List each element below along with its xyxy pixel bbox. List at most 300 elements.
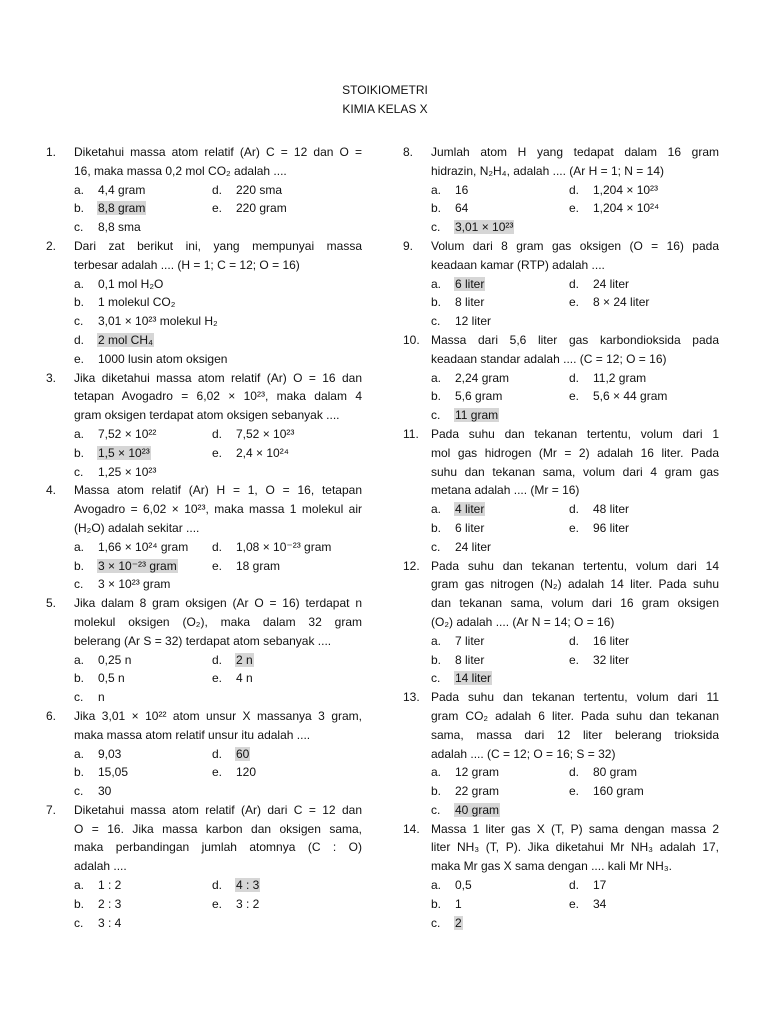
- question-line: [403, 143, 723, 162]
- option-letter: b.: [74, 896, 85, 911]
- answer-option-e: [569, 895, 607, 914]
- option-row: [46, 444, 366, 463]
- question-text: maka Mr gas X sama dengan .... kali Mr NH₃.: [431, 859, 672, 874]
- option-text: 1: [455, 896, 462, 911]
- answer-option-e: [212, 669, 254, 688]
- answer-option-e: [569, 519, 630, 538]
- option-letter: d.: [212, 652, 223, 667]
- answer-option-d: [74, 331, 154, 350]
- option-row: [403, 406, 723, 425]
- option-row: [403, 218, 723, 237]
- answer-option-d: [212, 425, 295, 444]
- highlighted-answer: 14 liter: [455, 671, 492, 686]
- option-row: [403, 801, 723, 820]
- option-text: 12 liter: [455, 314, 492, 329]
- option-letter: c.: [74, 464, 84, 479]
- option-letter: d.: [569, 276, 580, 291]
- question: [403, 688, 723, 820]
- option-text: 3 × 10²³ gram: [98, 577, 171, 592]
- answer-option-d: [212, 876, 260, 895]
- option-row: [403, 876, 723, 895]
- highlighted-answer: 40 gram: [455, 802, 500, 817]
- answer-option-a: [74, 275, 164, 294]
- option-letter: c.: [74, 784, 84, 799]
- answer-option-c: [74, 312, 219, 331]
- question-text: keadaan standar adalah .... (C = 12; O = 16): [431, 351, 667, 366]
- question-line: [403, 331, 723, 350]
- option-row: [46, 312, 366, 331]
- option-letter: b.: [431, 652, 442, 667]
- question-line: [403, 594, 723, 613]
- answer-option-e: [569, 651, 630, 670]
- option-letter: d.: [212, 878, 223, 893]
- option-letter: a.: [431, 633, 442, 648]
- answer-option-c: [431, 406, 499, 425]
- question-text: Pada suhu dan tekanan tertentu, volum dari 1: [431, 426, 719, 441]
- highlighted-answer: 60: [236, 746, 250, 761]
- option-text: 7 liter: [455, 633, 485, 648]
- question-text: sama, massa dari 12 liter belerang trioksida: [431, 727, 719, 742]
- question-text: Jumlah atom H yang tedapat dalam 16 gram: [431, 145, 719, 159]
- option-text: 0,5: [455, 878, 472, 893]
- highlighted-answer: 6 liter: [455, 276, 485, 291]
- question-text: maka perbandingan jumlah atomnya (C : O): [74, 840, 362, 855]
- option-letter: e.: [212, 201, 223, 216]
- option-row: [403, 763, 723, 782]
- option-row: [46, 669, 366, 688]
- question-text: O = 16. Jika massa karbon dan oksigen sama,: [74, 821, 362, 836]
- answer-option-e: [212, 199, 288, 218]
- question-text: keadaan kamar (RTP) adalah ....: [431, 257, 605, 272]
- option-text: 15,05: [98, 765, 129, 780]
- option-letter: b.: [74, 558, 85, 573]
- highlighted-answer: 2 mol CH₄: [98, 332, 153, 347]
- question-line: [403, 162, 723, 181]
- question: [46, 237, 366, 369]
- option-letter: d.: [569, 878, 580, 893]
- option-row: [403, 275, 723, 294]
- option-letter: d.: [212, 746, 223, 761]
- question-number: 3.: [46, 370, 57, 385]
- option-letter: e.: [74, 351, 85, 366]
- option-text: 1,204 × 10²³: [593, 182, 659, 197]
- option-text: 220 sma: [236, 182, 283, 197]
- question-text: Massa atom relatif (Ar) H = 1, O = 16, tetapan: [74, 483, 362, 498]
- question: [403, 331, 723, 425]
- option-text: 0,1 mol H₂O: [98, 276, 164, 291]
- answer-option-d: [212, 651, 254, 670]
- option-letter: b.: [431, 295, 442, 310]
- answer-option-d: [569, 500, 630, 519]
- question-text: terbesar adalah .... (H = 1; C = 12; O = 16): [74, 257, 300, 272]
- answer-option-d: [212, 538, 332, 557]
- option-text: 8 liter: [455, 295, 485, 310]
- option-letter: d.: [569, 370, 580, 385]
- option-letter: e.: [569, 652, 580, 667]
- option-row: [403, 519, 723, 538]
- answer-option-c: [431, 312, 492, 331]
- option-letter: a.: [431, 765, 442, 780]
- answer-option-a: [431, 876, 473, 895]
- question-line: [46, 500, 366, 519]
- option-letter: a.: [431, 878, 442, 893]
- question-text: adalah .... (C = 12; O = 16; S = 32): [431, 746, 616, 761]
- option-text: 3 : 4: [98, 915, 122, 930]
- question-line: [403, 256, 723, 275]
- highlighted-answer: 1,5 × 10²³: [98, 445, 150, 460]
- option-row: [46, 463, 366, 482]
- option-letter: e.: [569, 295, 580, 310]
- question-line: [403, 237, 723, 256]
- option-letter: c.: [431, 802, 441, 817]
- question-text: metana adalah .... (Mr = 16): [431, 483, 580, 498]
- option-text: 2,4 × 10²⁴: [236, 445, 289, 460]
- highlighted-answer: 3,01 × 10²³: [455, 220, 514, 235]
- answer-option-a: [431, 181, 469, 200]
- answer-option-a: [431, 632, 485, 651]
- question-text: 16, maka massa 0,2 mol CO₂ adalah ....: [74, 163, 287, 178]
- right-column: [403, 143, 723, 932]
- question-text: Avogadro = 6,02 × 10²³, maka massa 1 molekul air: [74, 502, 362, 517]
- answer-option-b: [431, 782, 500, 801]
- option-row: [46, 782, 366, 801]
- question-text: liter NH₃ (T, P). Jika diketahui Mr NH₃ adalah 17,: [431, 840, 719, 855]
- option-text: 1 molekul CO₂: [98, 295, 176, 310]
- answer-option-a: [74, 876, 122, 895]
- answer-option-b: [74, 444, 151, 463]
- question-line: [46, 594, 366, 613]
- option-letter: a.: [74, 276, 85, 291]
- answer-option-a: [74, 425, 157, 444]
- question: [403, 237, 723, 331]
- question: [403, 143, 723, 237]
- option-row: [403, 651, 723, 670]
- option-letter: c.: [431, 314, 441, 329]
- question-line: [403, 688, 723, 707]
- question-line: [403, 838, 723, 857]
- question-number: 2.: [46, 238, 57, 253]
- option-letter: c.: [74, 915, 84, 930]
- question-text: gram CO₂ adalah 6 liter. Pada suhu dan tekanan: [431, 708, 719, 723]
- option-letter: e.: [212, 558, 223, 573]
- answer-option-e: [74, 350, 228, 369]
- question-text: Jika diketahui massa atom relatif (Ar) O = 16 dan: [74, 370, 362, 385]
- option-text: 30: [98, 784, 112, 799]
- question-number: 1.: [46, 145, 57, 159]
- option-letter: c.: [431, 539, 441, 554]
- question-line: [46, 256, 366, 275]
- option-letter: a.: [74, 652, 85, 667]
- option-text: 24 liter: [455, 539, 492, 554]
- option-letter: d.: [569, 502, 580, 517]
- option-letter: e.: [569, 784, 580, 799]
- option-text: 4,4 gram: [98, 182, 146, 197]
- answer-option-c: [431, 669, 492, 688]
- answer-option-b: [74, 293, 176, 312]
- option-row: [403, 500, 723, 519]
- answer-option-d: [569, 275, 630, 294]
- option-row: [46, 275, 366, 294]
- highlighted-answer: 3 × 10⁻²³ gram: [98, 558, 177, 573]
- answer-option-b: [74, 199, 146, 218]
- left-column: [46, 143, 366, 932]
- answer-option-c: [74, 218, 142, 237]
- question: [403, 425, 723, 557]
- option-text: 12 gram: [455, 765, 500, 780]
- answer-option-b: [431, 519, 485, 538]
- option-letter: e.: [569, 896, 580, 911]
- question-line: [403, 726, 723, 745]
- question-text: adalah ....: [74, 859, 127, 874]
- question-line: [46, 613, 366, 632]
- question: [46, 707, 366, 801]
- answer-option-b: [74, 557, 178, 576]
- answer-option-a: [431, 275, 485, 294]
- option-letter: a.: [74, 539, 85, 554]
- answer-option-c: [431, 538, 492, 557]
- highlighted-answer: 2 n: [236, 652, 253, 667]
- answer-option-b: [74, 895, 122, 914]
- option-text: 64: [455, 201, 469, 216]
- option-text: 9,03: [98, 746, 122, 761]
- option-letter: d.: [569, 633, 580, 648]
- option-text: 22 gram: [455, 784, 500, 799]
- option-letter: e.: [212, 896, 223, 911]
- option-text: 80 gram: [593, 765, 638, 780]
- question-number: 14.: [403, 821, 420, 836]
- answer-option-b: [431, 199, 469, 218]
- option-letter: a.: [74, 426, 85, 441]
- question-line: [46, 632, 366, 651]
- answer-option-e: [569, 387, 668, 406]
- question-line: [403, 444, 723, 463]
- option-letter: b.: [431, 389, 442, 404]
- option-text: 7,52 × 10²³: [236, 426, 295, 441]
- option-letter: e.: [569, 201, 580, 216]
- question-line: [403, 575, 723, 594]
- option-letter: e.: [212, 765, 223, 780]
- question: [46, 801, 366, 933]
- option-row: [403, 895, 723, 914]
- option-text: 6 liter: [455, 520, 485, 535]
- question-line: [46, 519, 366, 538]
- option-letter: b.: [431, 896, 442, 911]
- question-text: Massa 1 liter gas X (T, P) sama dengan massa 2: [431, 821, 719, 836]
- answer-option-d: [569, 632, 630, 651]
- option-letter: a.: [74, 182, 85, 197]
- option-text: 1 : 2: [98, 878, 122, 893]
- question-text: gram gas nitrogen (N₂) adalah 14 liter. Pada suhu: [431, 577, 719, 592]
- option-row: [46, 895, 366, 914]
- question-line: [403, 857, 723, 876]
- answer-option-e: [212, 444, 290, 463]
- answer-option-c: [74, 463, 157, 482]
- question: [46, 481, 366, 594]
- option-text: 96 liter: [593, 520, 630, 535]
- option-letter: a.: [431, 502, 442, 517]
- question-text: Jika 3,01 × 10²² atom unsur X massanya 3 gram,: [74, 708, 362, 723]
- question-number: 10.: [403, 332, 420, 347]
- question-text: hidrazin, N₂H₄, adalah .... (Ar H = 1; N = 14): [431, 163, 664, 178]
- answer-option-c: [431, 801, 500, 820]
- option-letter: e.: [569, 389, 580, 404]
- option-text: 0,5 n: [98, 671, 125, 686]
- option-row: [46, 688, 366, 707]
- answer-option-a: [431, 500, 485, 519]
- option-letter: d.: [569, 182, 580, 197]
- option-letter: b.: [74, 671, 85, 686]
- option-row: [46, 199, 366, 218]
- answer-option-a: [431, 763, 500, 782]
- option-text: 5,6 × 44 gram: [593, 389, 668, 404]
- option-row: [46, 425, 366, 444]
- answer-option-d: [569, 876, 607, 895]
- question-line: [46, 801, 366, 820]
- question: [46, 143, 366, 237]
- option-letter: c.: [74, 690, 84, 705]
- question-line: [403, 463, 723, 482]
- question-text: Dari zat berikut ini, yang mempunyai massa: [74, 238, 362, 253]
- question-text: Jika dalam 8 gram oksigen (Ar O = 16) terdapat n: [74, 596, 362, 611]
- document-title: STOIKIOMETRI: [342, 83, 428, 97]
- option-text: 3,01 × 10²³ molekul H₂: [98, 314, 218, 329]
- option-letter: b.: [74, 295, 85, 310]
- option-text: 120: [236, 765, 257, 780]
- option-text: 18 gram: [236, 558, 281, 573]
- question-text: Diketahui massa atom relatif (Ar) dari C = 12 dan: [74, 802, 362, 817]
- option-letter: c.: [431, 220, 441, 235]
- answer-option-e: [569, 782, 645, 801]
- answer-option-b: [74, 763, 129, 782]
- question-line: [46, 820, 366, 839]
- answer-option-c: [74, 575, 171, 594]
- option-row: [403, 782, 723, 801]
- question-text: Diketahui massa atom relatif (Ar) C = 12 dan O =: [74, 145, 362, 159]
- question-line: [403, 613, 723, 632]
- highlighted-answer: 4 liter: [455, 502, 485, 517]
- question: [46, 369, 366, 482]
- answer-option-a: [431, 369, 510, 388]
- question-line: [403, 707, 723, 726]
- question-number: 6.: [46, 708, 57, 723]
- question-number: 13.: [403, 690, 420, 705]
- option-letter: c.: [74, 220, 84, 235]
- option-letter: a.: [74, 878, 85, 893]
- option-row: [403, 632, 723, 651]
- answer-option-d: [212, 745, 250, 764]
- question: [46, 594, 366, 707]
- answer-option-a: [74, 538, 189, 557]
- option-row: [46, 293, 366, 312]
- option-letter: d.: [74, 332, 85, 347]
- option-letter: b.: [431, 520, 442, 535]
- option-row: [403, 312, 723, 331]
- question-line: [403, 350, 723, 369]
- question-text: dan tekanan sama, volum dari 16 gram oksigen: [431, 596, 719, 611]
- question-number: 7.: [46, 802, 57, 817]
- option-text: 2 : 3: [98, 896, 122, 911]
- option-letter: d.: [212, 182, 223, 197]
- option-row: [403, 914, 723, 933]
- option-row: [403, 369, 723, 388]
- option-text: 5,6 gram: [455, 389, 503, 404]
- question-number: 11.: [403, 426, 419, 441]
- answer-option-c: [431, 914, 463, 933]
- option-text: 160 gram: [593, 784, 644, 799]
- question-text: maka massa atom relatif unsur itu adalah ....: [74, 727, 311, 742]
- answer-option-e: [212, 763, 257, 782]
- option-text: 48 liter: [593, 502, 630, 517]
- option-text: 8 liter: [455, 652, 485, 667]
- option-text: 1,25 × 10²³: [98, 464, 157, 479]
- option-letter: c.: [74, 577, 84, 592]
- option-letter: c.: [431, 915, 441, 930]
- option-letter: a.: [74, 746, 85, 761]
- option-letter: a.: [431, 370, 442, 385]
- option-row: [403, 293, 723, 312]
- answer-option-e: [569, 199, 660, 218]
- answer-option-b: [431, 387, 503, 406]
- answer-option-b: [74, 669, 126, 688]
- option-text: 1,66 × 10²⁴ gram: [98, 539, 189, 554]
- question-text: Pada suhu dan tekanan tertentu, volum dari 11: [431, 690, 719, 705]
- option-text: 220 gram: [236, 201, 287, 216]
- question-number: 12.: [403, 558, 420, 573]
- option-row: [46, 914, 366, 933]
- highlighted-answer: 8,8 gram: [98, 201, 146, 216]
- answer-option-c: [74, 782, 112, 801]
- highlighted-answer: 4 : 3: [236, 878, 260, 893]
- option-row: [46, 745, 366, 764]
- option-letter: e.: [212, 445, 223, 460]
- answer-option-a: [74, 181, 146, 200]
- option-text: 1,08 × 10⁻²³ gram: [236, 539, 332, 554]
- option-row: [46, 575, 366, 594]
- question: [403, 820, 723, 933]
- option-letter: e.: [569, 520, 580, 535]
- option-letter: d.: [212, 539, 223, 554]
- question-line: [46, 143, 366, 162]
- option-text: 16 liter: [593, 633, 630, 648]
- option-text: 1,204 × 10²⁴: [593, 201, 660, 216]
- option-text: 8,8 sma: [98, 220, 141, 235]
- question-number: 5.: [46, 596, 57, 611]
- option-letter: e.: [212, 671, 223, 686]
- answer-option-d: [569, 181, 659, 200]
- answer-option-e: [212, 895, 260, 914]
- option-letter: b.: [431, 784, 442, 799]
- option-text: 16: [455, 182, 469, 197]
- option-letter: b.: [74, 765, 85, 780]
- answer-option-c: [431, 218, 514, 237]
- option-text: 1000 lusin atom oksigen: [98, 351, 228, 366]
- option-row: [46, 876, 366, 895]
- question-line: [46, 726, 366, 745]
- question-line: [46, 481, 366, 500]
- option-row: [46, 557, 366, 576]
- question-text: gram oksigen terdapat atom oksigen sebanyak ....: [74, 408, 340, 423]
- answer-option-d: [569, 763, 638, 782]
- question-text: belerang (Ar S = 32) terdapat atom sebanyak ....: [74, 633, 332, 648]
- option-text: 8 × 24 liter: [593, 295, 650, 310]
- question-line: [403, 820, 723, 839]
- option-row: [403, 387, 723, 406]
- answer-option-b: [431, 293, 485, 312]
- answer-option-c: [74, 688, 106, 707]
- question-number: 8.: [403, 145, 414, 159]
- option-text: 7,52 × 10²²: [98, 426, 157, 441]
- option-row: [46, 331, 366, 350]
